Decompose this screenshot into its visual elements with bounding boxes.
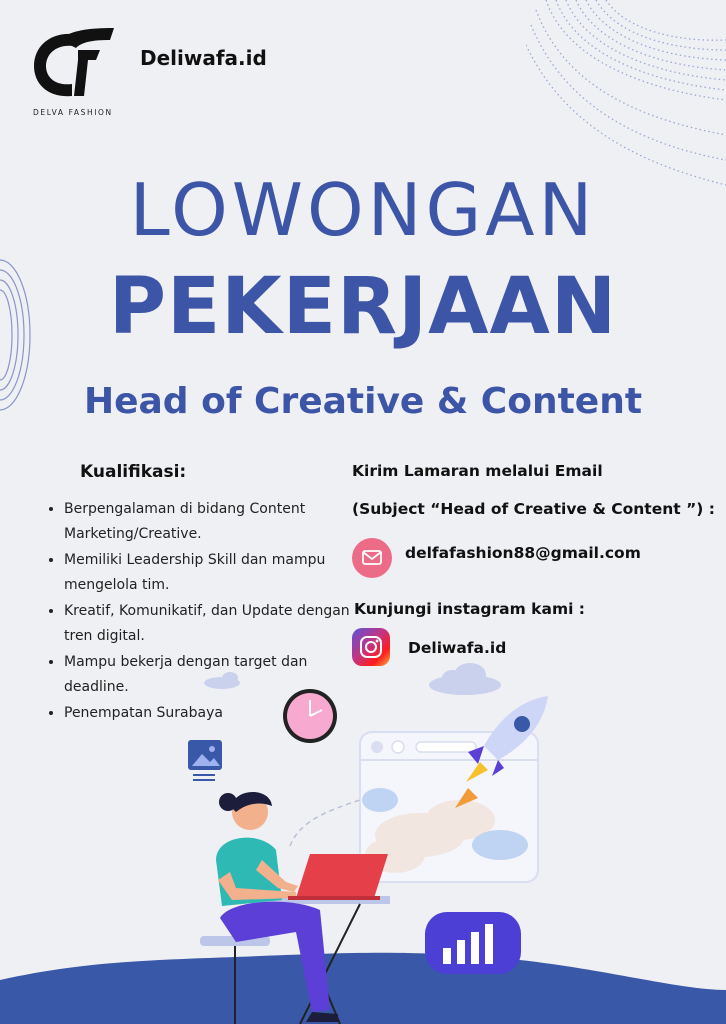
email-icon	[352, 538, 392, 578]
list-item: • Kreatif, Komunikatif, dan Update dengan tren digital.	[64, 599, 364, 649]
illustration	[0, 660, 726, 1024]
instagram-handle[interactable]: Deliwafa.id	[408, 639, 507, 657]
list-item: • Berpengalaman di bidang Content Marketing/Creative.	[64, 497, 364, 547]
image-icon	[188, 740, 222, 781]
headline-line2: PEKERJAAN	[108, 262, 618, 352]
list-item: • Penempatan Surabaya	[64, 701, 364, 726]
clock-icon	[283, 689, 337, 743]
logo-icon	[30, 26, 116, 102]
chart-icon	[425, 912, 521, 974]
instagram-title: Kunjungi instagram kami :	[354, 600, 586, 618]
email-subject-text: (Subject “Head of Creative & Content ”) :	[352, 500, 715, 518]
brand-subtitle: DELVA FASHION	[33, 108, 113, 117]
email-address[interactable]: delfafashion88@gmail.com	[405, 544, 641, 562]
list-item: • Mampu bekerja dengan target dan deadline.	[64, 650, 364, 700]
job-role-title: Head of Creative & Content	[83, 381, 643, 422]
send-application-text: Kirim Lamaran melalui Email	[352, 462, 603, 480]
qualifications-title: Kualifikasi:	[80, 462, 187, 482]
headline-line1: LOWONGAN	[129, 168, 597, 252]
cloud-icon	[204, 663, 501, 695]
list-item: • Memiliki Leadership Skill dan mampu mengelola tim.	[64, 548, 364, 598]
brand-name: Deliwafa.id	[140, 46, 267, 70]
